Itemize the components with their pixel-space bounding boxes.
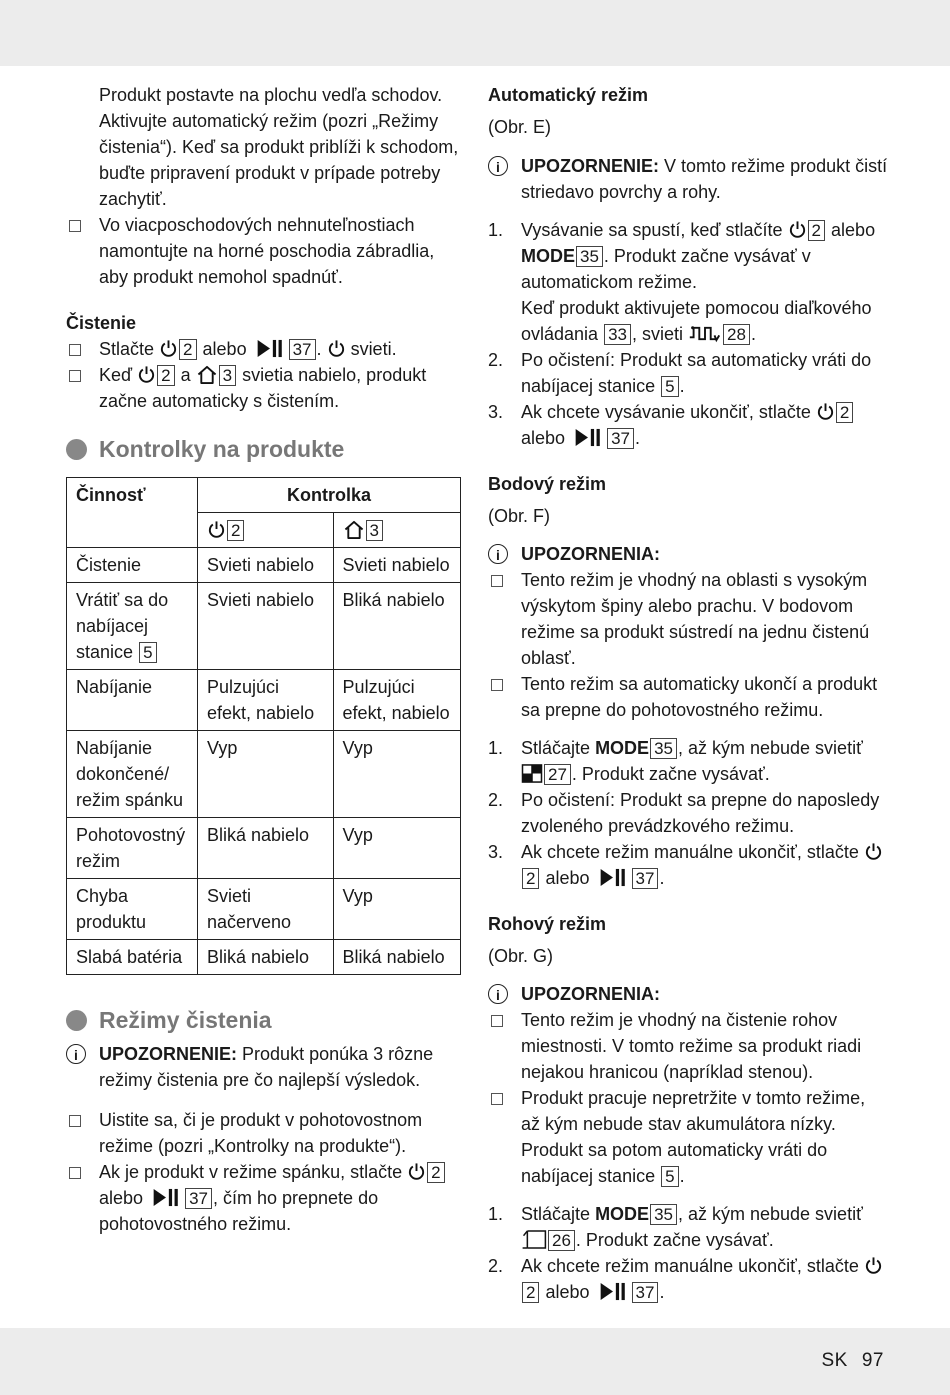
- power-icon: [816, 402, 835, 421]
- wave-icon: [688, 324, 722, 343]
- table-row: [67, 548, 461, 583]
- list-number: 2.: [488, 350, 504, 370]
- ref-number: 35: [650, 1204, 677, 1225]
- list-item: [488, 1201, 888, 1253]
- checkbox-bullet-icon: [491, 679, 503, 691]
- text: Stláčajte: [521, 738, 591, 758]
- power-icon: [864, 1256, 883, 1275]
- table-row: [67, 731, 461, 818]
- cell-text: Čistenie: [76, 555, 142, 575]
- figure-ref: (Obr. G): [488, 946, 554, 966]
- table-cell: [198, 940, 334, 975]
- ref-number: 2: [522, 1282, 539, 1303]
- table-cell: [67, 879, 198, 940]
- table-row: [67, 879, 461, 940]
- power-icon: [864, 842, 883, 861]
- table-cell: [67, 548, 198, 583]
- cell-text: Chyba produktu: [76, 886, 147, 932]
- text: alebo: [831, 220, 876, 240]
- ref-number: 2: [427, 1162, 444, 1183]
- list-number: 2.: [488, 1256, 504, 1276]
- cell-text: Vyp: [207, 738, 238, 758]
- title-text: Režimy čistenia: [99, 1007, 272, 1033]
- title-text: Kontrolky na produkte: [99, 436, 345, 462]
- col-header-kontrolka: Kontrolka: [198, 478, 461, 513]
- text: .: [659, 1282, 665, 1302]
- text: a: [180, 365, 191, 385]
- table-cell: [333, 548, 460, 583]
- list-item: [66, 212, 461, 290]
- section-title-rezimy: [66, 1007, 461, 1033]
- mode-label: MODE: [521, 246, 575, 266]
- text: Po očistení: Produkt sa prepne do naposledy zvoleného prevádzkového režimu.: [521, 790, 880, 836]
- cell-text: Svieti nabielo: [207, 590, 315, 610]
- ref-number: 37: [607, 428, 634, 449]
- table-cell: [333, 940, 460, 975]
- text: Ak je produkt v režime spánku, stlačte: [99, 1162, 403, 1182]
- checkbox-bullet-icon: [69, 220, 81, 232]
- info-icon: i: [488, 156, 508, 176]
- checkbox-bullet-icon: [69, 1115, 81, 1127]
- col-header-power: [198, 513, 334, 548]
- ref-number: 2: [836, 402, 853, 423]
- play-pause-icon: [252, 339, 288, 358]
- ref-number: 37: [289, 339, 316, 360]
- section-title-kontrolky: [66, 436, 461, 462]
- ref-number: 28: [723, 324, 750, 345]
- table-cell: [67, 583, 198, 670]
- list-item: [488, 217, 888, 347]
- list-number: 1.: [488, 1204, 504, 1224]
- intro-text: Produkt postavte na plochu vedľa schodov. Aktivujte automatický režim (pozri „Režimy čistenia“). Keď sa produkt priblíži k schodom, buďte pripravení produkt v prípade potreby zachytiť.: [99, 85, 459, 209]
- mode-label: MODE: [595, 738, 650, 758]
- cell-text: Nabíjanie dokončené/ režim spánku: [76, 738, 184, 810]
- text: .: [659, 868, 665, 888]
- text: Stláčajte: [521, 1204, 591, 1224]
- list-number: 1.: [488, 738, 504, 758]
- list-number: 1.: [488, 220, 504, 240]
- note-text: V tomto režime produkt čistí striedavo povrchy a rohy.: [521, 156, 888, 202]
- list-item: [488, 1085, 888, 1189]
- list-item: [488, 1007, 888, 1085]
- bullet-dot-icon: [66, 439, 87, 460]
- list-item: [66, 1159, 461, 1237]
- cell-text: Slabá batéria: [76, 947, 183, 967]
- ref-number: 2: [522, 868, 539, 889]
- power-icon: [788, 220, 807, 239]
- table-cell: [67, 670, 198, 731]
- list-item: [488, 1253, 888, 1305]
- checkbox-bullet-icon: [491, 1015, 503, 1027]
- power-icon: [407, 1162, 426, 1181]
- note-label: UPOZORNENIE:: [521, 156, 660, 176]
- table-row: [67, 670, 461, 731]
- ref-number: 5: [139, 642, 156, 663]
- text: Ak chcete režim manuálne ukončiť, stlačte: [521, 1256, 859, 1276]
- power-icon: [327, 339, 346, 358]
- text: alebo: [99, 1188, 144, 1208]
- ref-number: 3: [366, 520, 383, 541]
- table-cell: [198, 583, 334, 670]
- text: , až kým nebude svietiť: [677, 1204, 863, 1224]
- right-column: [488, 82, 888, 1305]
- spot-mode-icon: [521, 764, 543, 783]
- text: . Produkt začne vysávať.: [571, 764, 770, 784]
- checkbox-bullet-icon: [69, 344, 81, 356]
- ref-number: 35: [576, 246, 603, 267]
- power-icon: [159, 339, 178, 358]
- text: Vysávanie sa spustí, keď stlačíte: [521, 220, 783, 240]
- list-item: [66, 336, 461, 362]
- text: , čím ho prepnete do pohotovostného režimu.: [99, 1188, 379, 1234]
- list-item: [488, 671, 888, 723]
- list-item: [488, 399, 888, 451]
- table-cell: [67, 940, 198, 975]
- ref-number: 2: [227, 520, 244, 541]
- table-row: [67, 818, 461, 879]
- play-pause-icon: [148, 1188, 184, 1207]
- list-item: [488, 735, 888, 787]
- text: Ak chcete režim manuálne ukončiť, stlačte: [521, 842, 859, 862]
- text: , svieti: [632, 324, 684, 344]
- ref-number: 37: [632, 1282, 659, 1303]
- checkbox-bullet-icon: [69, 370, 81, 382]
- play-pause-icon: [570, 428, 606, 447]
- cell-text: Vrátiť sa do nabíjacej stanice: [76, 590, 169, 662]
- text: , až kým nebude svietiť: [677, 738, 863, 758]
- cell-text: Svieti nabielo: [207, 555, 315, 575]
- home-icon: [196, 365, 218, 384]
- page-number: 97: [861, 1350, 884, 1371]
- play-pause-icon: [595, 1282, 631, 1301]
- left-column: [66, 82, 461, 1237]
- cell-text: Bliká nabielo: [342, 947, 445, 967]
- cell-text: Vyp: [342, 825, 373, 845]
- info-icon: i: [488, 544, 508, 564]
- table-cell: [198, 670, 334, 731]
- checkbox-bullet-icon: [491, 575, 503, 587]
- cell-text: Svieti nabielo: [342, 555, 450, 575]
- text: .: [634, 428, 640, 448]
- text: Keď: [99, 365, 133, 385]
- section-title-bodovy: Bodový režim: [488, 474, 607, 494]
- cell-text: Pohotovostný režim: [76, 825, 186, 871]
- text: Keď produkt aktivujete pomocou diaľkového ovládania: [521, 298, 872, 344]
- info-icon: i: [66, 1044, 86, 1064]
- ref-number: 27: [544, 764, 571, 785]
- cell-text: Nabíjanie: [76, 677, 153, 697]
- note: [488, 153, 888, 205]
- col-header-home: [333, 513, 460, 548]
- text: .: [750, 324, 756, 344]
- table-cell: [67, 731, 198, 818]
- info-icon: i: [488, 984, 508, 1004]
- table-row: [67, 583, 461, 670]
- figure-ref: (Obr. F): [488, 506, 550, 526]
- list-item: [488, 347, 888, 399]
- header-band: [0, 0, 950, 66]
- text: svieti.: [350, 339, 397, 359]
- table-cell: [198, 548, 334, 583]
- note: [488, 541, 888, 567]
- ref-number: 2: [179, 339, 196, 360]
- mode-label: MODE: [595, 1204, 650, 1224]
- section-title-auto: Automatický režim: [488, 85, 649, 105]
- figure-ref: (Obr. E): [488, 117, 552, 137]
- ref-number: 2: [808, 220, 825, 241]
- note: [66, 1041, 461, 1093]
- text: alebo: [202, 339, 247, 359]
- power-icon: [137, 365, 156, 384]
- table-cell: [333, 731, 460, 818]
- cell-text: Bliká nabielo: [342, 590, 445, 610]
- table-cell: [198, 879, 334, 940]
- text: .: [679, 376, 685, 396]
- ref-number: 26: [548, 1230, 575, 1251]
- home-icon: [343, 520, 365, 539]
- play-pause-icon: [595, 868, 631, 887]
- text: .: [679, 1166, 685, 1186]
- list-item: [66, 1107, 461, 1159]
- ref-number: 33: [604, 324, 631, 345]
- col-header-cinnost: Činnosť: [67, 478, 198, 548]
- ref-number: 37: [185, 1188, 212, 1209]
- checkbox-bullet-icon: [69, 1167, 81, 1179]
- note: [488, 981, 888, 1007]
- page-footer: [808, 1350, 885, 1372]
- text: alebo: [521, 428, 566, 448]
- text: alebo: [545, 868, 590, 888]
- text: . Produkt začne vysávať.: [575, 1230, 774, 1250]
- ref-number: 37: [632, 868, 659, 889]
- ref-number: 3: [219, 365, 236, 386]
- table-cell: [333, 879, 460, 940]
- note-label: UPOZORNENIA:: [521, 984, 660, 1004]
- bullet-dot-icon: [66, 1010, 87, 1031]
- list-item: [488, 839, 888, 891]
- bullet-text: Uistite sa, či je produkt v pohotovostnom režime (pozri „Kontrolky na produkte“).: [99, 1110, 423, 1156]
- text: Po očistení: Produkt sa automaticky vráti do nabíjacej stanice: [521, 350, 872, 396]
- text: Stlačte: [99, 339, 155, 359]
- list-number: 2.: [488, 790, 504, 810]
- bullet-text: Vo viacposchodových nehnuteľnostiach namontujte na horné poschodia zábradlia, aby produkt nemohol spadnúť.: [99, 215, 435, 287]
- bullet-text: Tento režim sa automaticky ukončí a produkt sa prepne do pohotovostného režimu.: [521, 674, 878, 720]
- table-row: [67, 940, 461, 975]
- indicator-table: [66, 477, 461, 975]
- note-text: Produkt ponúka 3 rôzne režimy čistenia pre čo najlepší výsledok.: [99, 1044, 434, 1090]
- table-cell: [333, 583, 460, 670]
- text: svietia nabielo, produkt začne automaticky s čistením.: [99, 365, 427, 411]
- cell-text: Vyp: [342, 738, 373, 758]
- text: Ak chcete vysávanie ukončiť, stlačte: [521, 402, 811, 422]
- text: .: [316, 339, 322, 359]
- table-cell: [333, 670, 460, 731]
- section-title-cistenie: Čistenie: [66, 313, 137, 333]
- language-code: SK: [821, 1350, 848, 1371]
- corner-mode-icon: [521, 1230, 547, 1249]
- ref-number: 2: [157, 365, 174, 386]
- table-cell: [333, 818, 460, 879]
- ref-number: 35: [650, 738, 677, 759]
- text: Produkt pracuje nepretržite v tomto režime, až kým nebude stav akumulátora nízky. Produkt sa potom automaticky vráti do nabíjacej stanice: [521, 1088, 866, 1186]
- ref-number: 5: [661, 376, 678, 397]
- bullet-text: Tento režim je vhodný na čistenie rohov miestnosti. V tomto režime sa produkt riadi nejakou hranicou (napríklad stenou).: [521, 1010, 862, 1082]
- cell-text: Pulzujúci efekt, nabielo: [207, 677, 315, 723]
- note-label: UPOZORNENIA:: [521, 544, 660, 564]
- table-cell: [198, 818, 334, 879]
- section-title-rohovy: Rohový režim: [488, 914, 607, 934]
- table-cell: [198, 731, 334, 818]
- checkbox-bullet-icon: [491, 1093, 503, 1105]
- power-icon: [207, 520, 226, 539]
- list-item: [488, 787, 888, 839]
- cell-text: Bliká nabielo: [207, 825, 310, 845]
- text: . Produkt začne vysávať v automatickom režime.: [521, 246, 811, 292]
- cell-text: Svieti načerveno: [207, 886, 292, 932]
- list-item: [66, 362, 461, 414]
- list-item: [488, 567, 888, 671]
- table-cell: [67, 818, 198, 879]
- note-label: UPOZORNENIE:: [99, 1044, 238, 1064]
- cell-text: Vyp: [342, 886, 373, 906]
- ref-number: 5: [661, 1166, 678, 1187]
- bullet-text: Tento režim je vhodný na oblasti s vysokým výskytom špiny alebo prachu. V bodovom režime sa produkt sústredí na jednu čistenú oblasť.: [521, 570, 870, 668]
- cell-text: Pulzujúci efekt, nabielo: [342, 677, 450, 723]
- list-number: 3.: [488, 402, 504, 422]
- cell-text: Bliká nabielo: [207, 947, 310, 967]
- list-number: 3.: [488, 842, 504, 862]
- text: alebo: [545, 1282, 590, 1302]
